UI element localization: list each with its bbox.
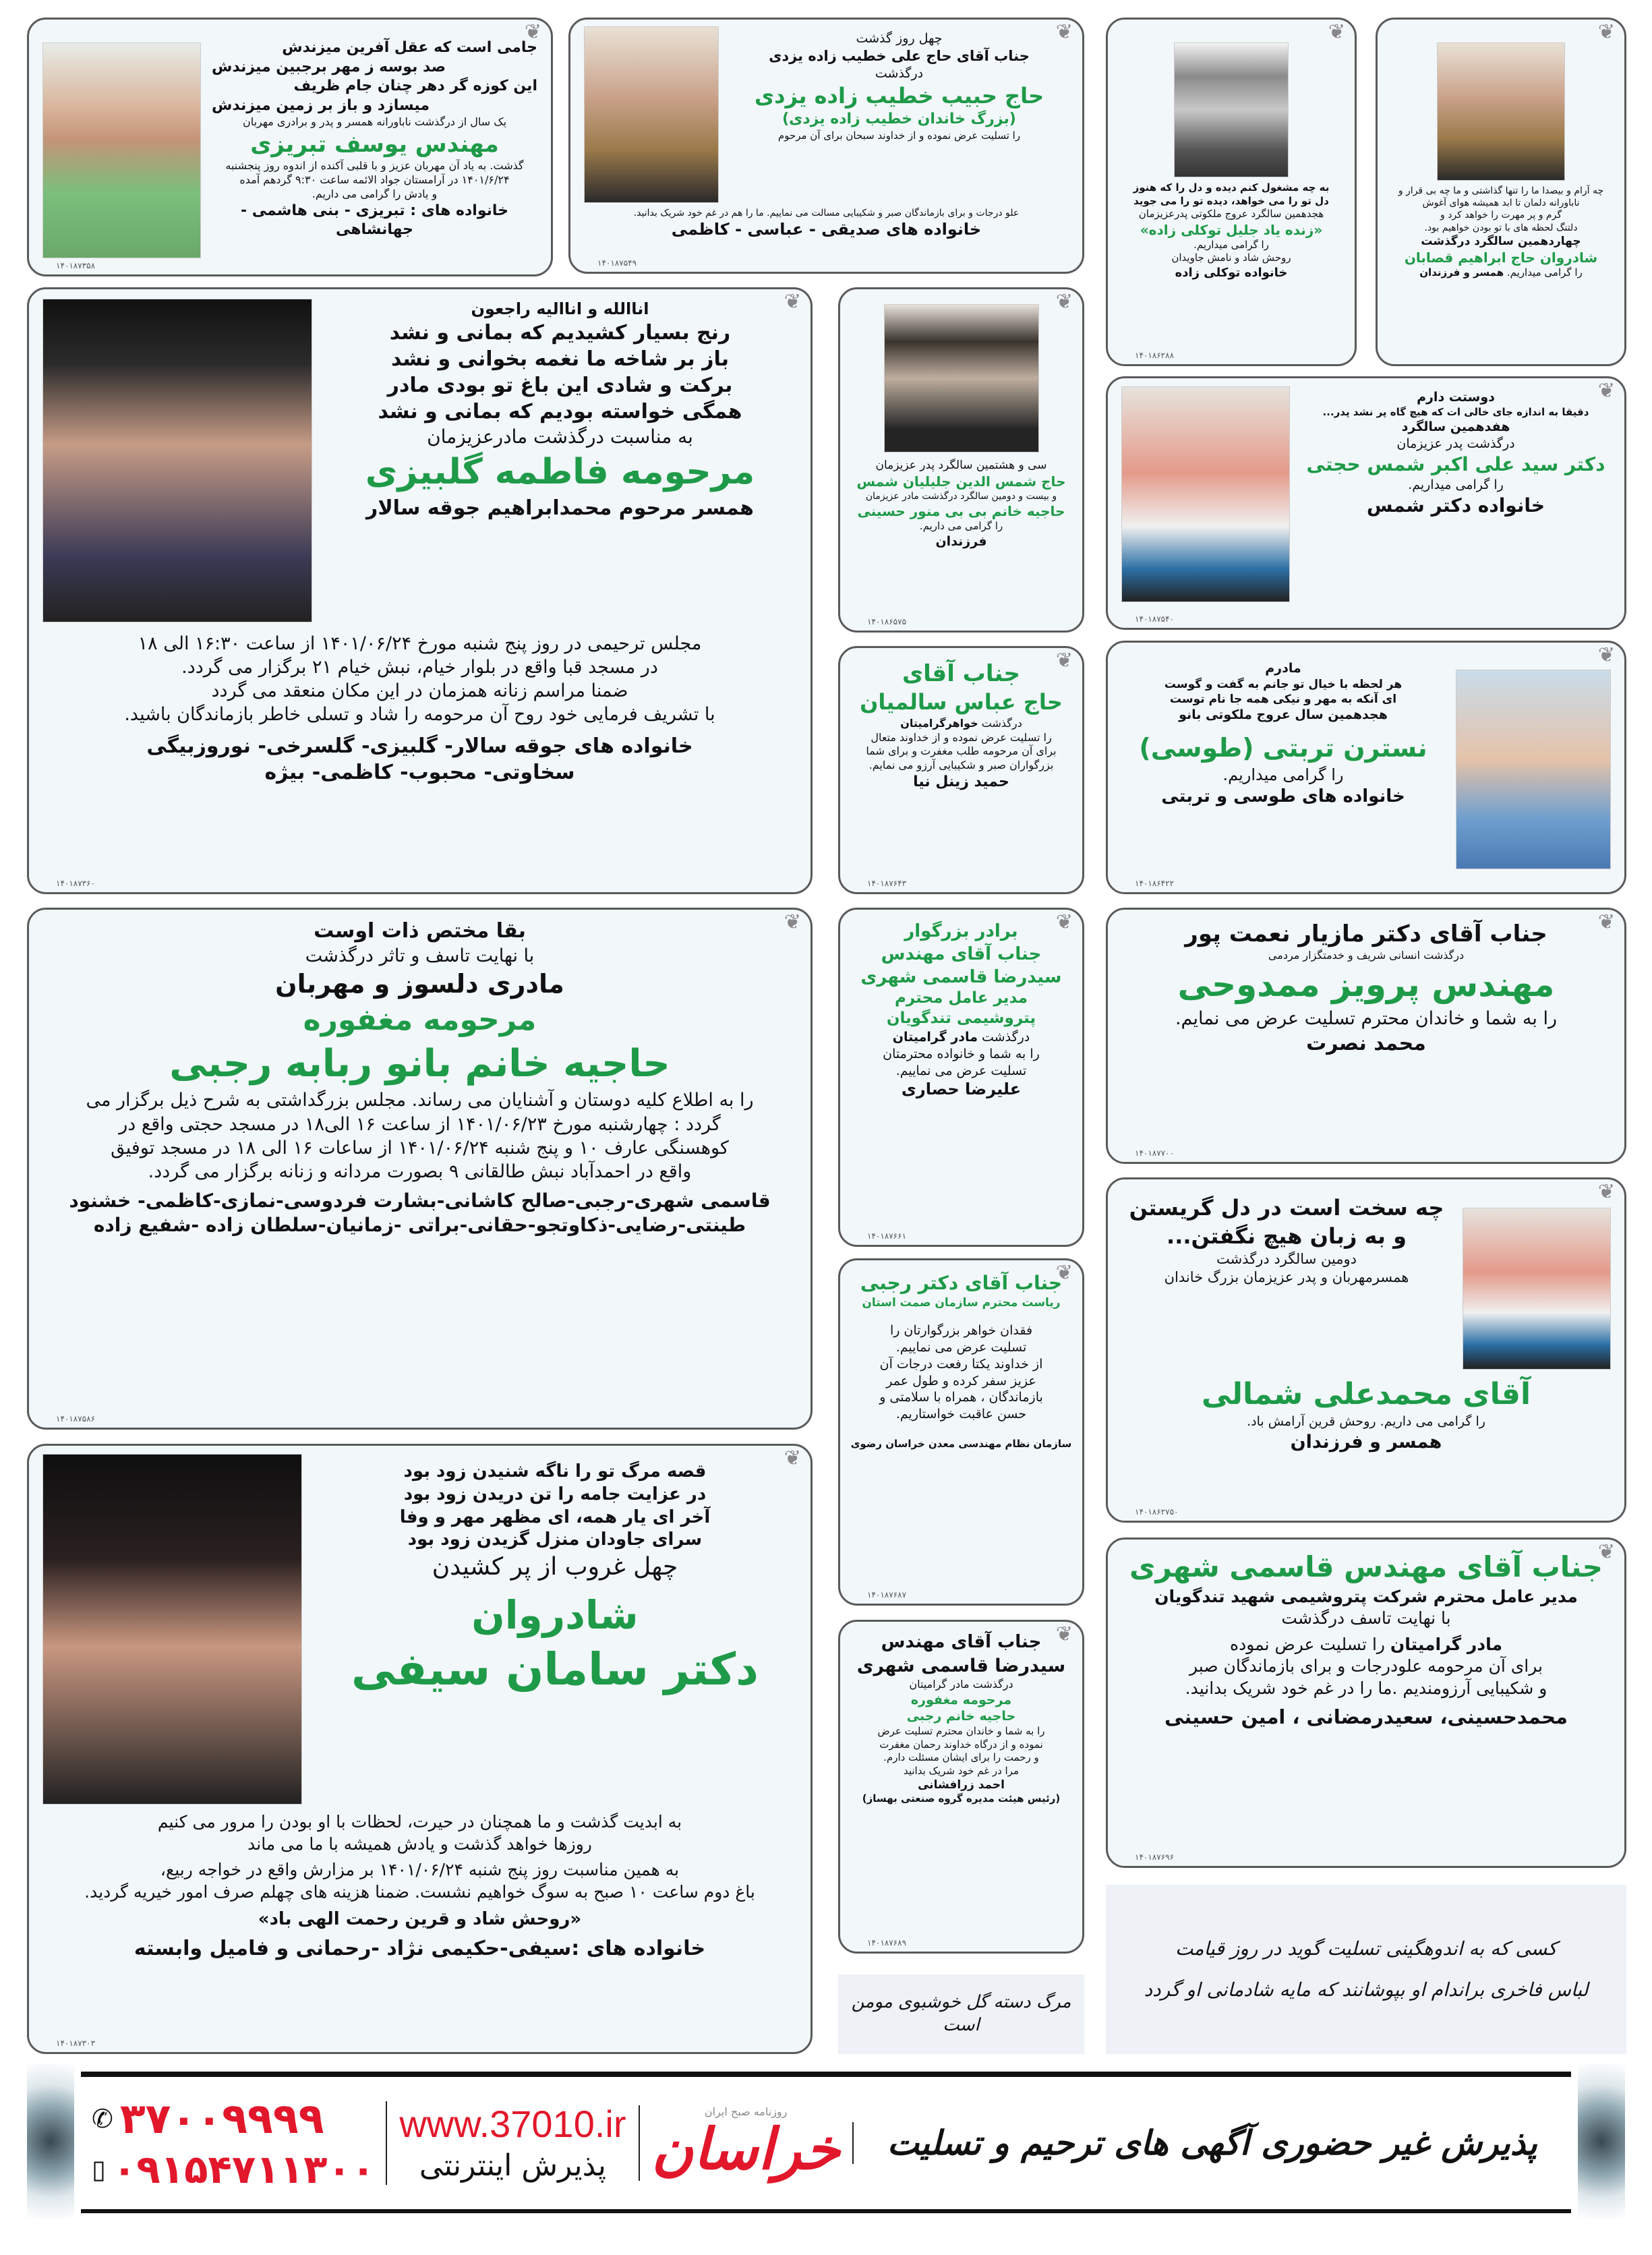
family-names: فرزندان (935, 533, 987, 549)
ornament-icon: ❦ (1055, 1622, 1073, 1646)
addressee: جناب آقای دکتر مازیار نعمت پور (1185, 920, 1547, 947)
body-line: مجلس ترحیمی در روز پنج شنبه مورخ ۱۴۰۱/۰۶/۲۴ از ساعت ۱۶:۳۰ الی ۱۸ (138, 633, 702, 654)
body-line: بازماندگان ، همراه با سلامتی و (879, 1390, 1043, 1405)
deceased-name: حاجیه خانم رجبی (906, 1709, 1016, 1724)
notice-ghasemi-shahri (1106, 1538, 1626, 1868)
text-line (1121, 1634, 1611, 1656)
text-line (1387, 266, 1615, 280)
ad-code: ۱۴۰۱۸۷۶۶۱ (867, 1231, 907, 1241)
ornament-icon: ❦ (784, 910, 801, 934)
quote-box (838, 1974, 1084, 2054)
recipient-title: ریاست محترم سازمان صمت استان (862, 1296, 1061, 1310)
text-line: روحش شاد و نامش جاویدان (1171, 252, 1291, 264)
text-line: را گرامی می داریم. (919, 520, 1003, 533)
notice-ghassaban (1376, 18, 1626, 366)
body-line: حسن عاقبت خواستاریم. (895, 1406, 1027, 1422)
quote-line: لباس فاخری براندام او بپوشانند که مایه شادمانی او گردد (1144, 1978, 1589, 2001)
poem-line: قصه مرگ تو را ناگه شنیدن زود بود (403, 1461, 707, 1482)
notice-shomali (1106, 1177, 1626, 1523)
intro-text: چهل غروب از پر کشیدن (432, 1553, 678, 1581)
body-line: و شکیبایی آرزومندیم .ما را در غم خود شریک بدانید. (1185, 1678, 1547, 1698)
text-line: را گرامی میداریم. (1193, 238, 1269, 251)
website-link[interactable]: www.37010.ir (399, 2102, 626, 2145)
family-names: خانواده های جوقه سالار- گلبیزی- گلسرخی- نوروزبیگی (146, 734, 693, 759)
family-names: خانواده های طوسی و تربتی (1161, 786, 1405, 807)
portrait-photo (42, 42, 201, 258)
recipient-name: حاج عباس سالمیان (860, 689, 1063, 715)
body-line: در مسجد قبا واقع در بلوار خیام، نبش خیام ۲۱ برگزار می گردد. (181, 657, 658, 678)
body-line: مرا در غم خود شریک بدانید (903, 1764, 1019, 1777)
text-line: همسرمهربان و پدر عزیزمان بزرگ خاندان (1164, 1269, 1409, 1286)
text-line: دوستت دارم (1417, 390, 1495, 405)
poem-line: چه آرام و بیصدا ما را تنها گذاشتی و ما چه بی قرار و (1398, 185, 1604, 196)
text-line: تسلیت عرض می نماییم. (895, 1063, 1027, 1078)
text-part: را تسلیت عرض نموده (1229, 1634, 1385, 1654)
poem-line: دل تو را می خواهد، دیده تو را می جوید (1133, 194, 1329, 207)
portrait-photo (884, 304, 1039, 452)
poem-line: دلتنگ لحظه های با تو بودن خواهیم بود. (1424, 222, 1578, 233)
poem-line: جامی است که عقل آفرین میزندش (282, 39, 537, 56)
family-names: خانواده توکلی زاده (1175, 265, 1288, 280)
ornament-icon: ❦ (1597, 20, 1615, 44)
notice-shams-hojati (1106, 376, 1626, 630)
ornament-icon: ❦ (1597, 643, 1615, 667)
relation: مادر گرامیتان (1390, 1634, 1502, 1654)
ad-code: ۱۴۰۱۸۷۵۴۹ (597, 258, 637, 268)
prayer-text: «روحش شاد و قرین رحمت الهی باد» (258, 1909, 582, 1929)
recipient-name: سیدرضا قاسمی شهری (856, 1655, 1066, 1676)
ad-code: ۱۴۰۱۸۶۲۸۸ (1135, 351, 1175, 360)
ornament-icon: ❦ (1597, 379, 1615, 403)
mobile-row (92, 2145, 375, 2194)
ad-code: ۱۴۰۱۸۶۴۲۲ (1135, 879, 1175, 888)
body-line: تسلیت عرض می نماییم. (895, 1340, 1027, 1355)
text-line: را به شما و خاندان محترم تسلیت عرض می نمایم. (1175, 1007, 1558, 1029)
addressee: جناب آقای دکتر رجبی (860, 1272, 1063, 1294)
ornament-icon: ❦ (1055, 20, 1073, 44)
deceased-title: مرحومه مغفوره (910, 1692, 1012, 1707)
recipient-name: سیدرضا قاسمی شهری (860, 966, 1062, 987)
deceased-title: شادروان (471, 1591, 639, 1638)
addressee: جناب آقای حاج علی خطیب زاده یزدی (769, 47, 1030, 64)
body-line: به همین مناسبت روز پنج شنبه ۱۴۰۱/۰۶/۲۴ بر مزارش واقع در خواجه ربیع، (160, 1860, 680, 1879)
online-submission-label: پذیرش اینترنتی (419, 2148, 606, 2183)
text-part: درگذشت (982, 1030, 1030, 1045)
notice-torbati (1106, 641, 1626, 894)
deceased-name: حاج حبیب خطیب زاده یزدی (754, 82, 1044, 109)
signer: احمد زرافشانی (917, 1778, 1005, 1792)
intro-text: یک سال از درگذشت ناباورانه همسر و پدر و برادری مهربان (242, 115, 507, 129)
poem-line: باز بر شاخه ما نغمه بخوانی و نشد (390, 347, 730, 372)
phone-icon: ✆ (92, 2103, 113, 2134)
ad-code: ۱۴۰۱۸۷۳۶۰ (56, 879, 96, 888)
ad-code: ۱۴۰۱۸۷۷۰۰ (1135, 1148, 1175, 1158)
ad-code: ۱۴۰۱۸۷۳۰۳ (56, 2039, 96, 2048)
deceased-name: مهندس یوسف تبریزی (250, 131, 499, 158)
body-line: واقع در احمدآباد نبش طالقانی ۹ بصورت مردانه و زنانه برگزار می گردد. (148, 1161, 692, 1182)
body-line: و یادش را گرامی می داریم. (312, 187, 438, 200)
body-line: به ابدیت گذشت و ما همچنان در حیرت، لحظات با او بودن را مرور می کنیم (157, 1812, 682, 1832)
body-line: روزها خواهد گذشت و یادش همیشه با ما می ماند (247, 1834, 592, 1854)
ornament-icon: ❦ (1597, 910, 1615, 934)
text-line (848, 717, 1074, 731)
recipient-title: مدیر عامل محترم شرکت پتروشیمی شهید تندگویان (1154, 1586, 1578, 1606)
family-names: طینتی-رضایی-ذکاوتجو-حقانی-براتی -زمانیان-سلطان زاده -شفیع زاده (93, 1214, 746, 1237)
ad-code: ۱۴۰۱۸۶۵۷۵ (867, 617, 907, 626)
ad-code: ۱۴۰۱۸۷۶۴۳ (867, 879, 907, 888)
text-line: را به شما و خانواده محترمتان (883, 1046, 1040, 1061)
ornament-icon: ❦ (1055, 649, 1073, 672)
ad-code: ۱۴۰۱۸۷۵۴۰ (1135, 614, 1175, 624)
mobile-phone-icon: ▯ (92, 2154, 106, 2184)
family-names: خانواده های : تبریزی - بنی هاشمی - جهانشاهی (240, 202, 509, 239)
notice-golbizi (27, 287, 813, 894)
body-line: را به اطلاع کلیه دوستان و آشنایان می رساند. مجلس بزرگداشتی به شرح ذیل برگزار می (86, 1090, 754, 1111)
notice-salemian (838, 646, 1084, 894)
poem-line: ای آنکه به مهر و نیکی همه جا نام توست (1169, 692, 1397, 706)
text-line: با نهایت تاسف و تاثر درگذشت (305, 945, 535, 966)
subtitle: (بزرگ خاندان خطیب زاده یزدی) (782, 111, 1016, 128)
intro-text: چهاردهمین سالگرد درگذشت (1421, 234, 1581, 248)
body-line: ۱۴۰۱/۶/۲۴ در آرامستان جواد الائمه ساعت ۹:۳۰ گردهم آمده (239, 173, 510, 187)
family-names: خانواده های :سیفی-حکیمی نژاد -رحمانی و فامیل وابسته (134, 1936, 706, 1960)
ornament-icon: ❦ (1597, 1540, 1615, 1564)
flower-decoration-icon (27, 2063, 74, 2219)
portrait-photo (584, 26, 719, 203)
text-part: درگذشت (981, 716, 1022, 730)
body-line: گردد : چهارشنبه مورخ ۱۴۰۱/۰۶/۲۳ از ساعت ۱۶ الی۱۸ در مسجد حجتی واقع در (119, 1113, 721, 1135)
body-line: ضمنا مراسم زنانه همزمان در این مکان منعقد می گردد (211, 680, 628, 702)
notice-jalilian (838, 287, 1084, 633)
banner-headline: پذیرش غیر حضوری آگهی های ترحیم و تسلیت (887, 2122, 1537, 2163)
poem-line: در عزایت جامه را تن دریدن زود بود (403, 1484, 707, 1504)
text-line: دومین سالگرد درگذشت (1216, 1251, 1357, 1268)
text-line: دقیقا به اندازه جای خالی ات که هیچ گاه پر نشد پدر... (1322, 405, 1589, 418)
deceased-name: «زنده یاد جلیل توکلی زاده» (1140, 221, 1323, 238)
ornament-icon: ❦ (524, 20, 541, 44)
signer: سازمان نظام مهندسی معدن خراسان رضوی (850, 1437, 1072, 1450)
body-line: فقدان خواهر بزرگوارتان را (889, 1323, 1033, 1339)
ornament-icon: ❦ (1055, 1261, 1073, 1285)
spouse-text: همسر مرحوم محمدابراهیم جوقه سالار (366, 496, 754, 521)
family-names: خانواده های صدیقی - عباسی - کاظمی (671, 220, 982, 239)
poem-line: گرم و پر مهرت را خواهد کرد و (1440, 210, 1562, 221)
deceased-name: نسترن تربتی (طوسی) (1139, 732, 1427, 763)
text-line (848, 1029, 1074, 1046)
notice-tabrizi (27, 18, 553, 276)
portrait-photo (1437, 42, 1565, 181)
notice-mamdouhi (1106, 908, 1626, 1164)
header-text: چهل روز گذشت (856, 31, 943, 46)
body-line: با تشریف فرمایی خود روح آن مرحومه را شاد و تسلی خاطر بازماندگان باشید. (124, 704, 715, 726)
deceased-name: دکتر سامان سیفی (351, 1643, 759, 1696)
portrait-photo (42, 1454, 302, 1805)
body-line: بزرگواران صبر و شکیبایی آرزو می نمایم. (868, 759, 1054, 772)
phone-row (92, 2092, 375, 2145)
quote-line: کسی که به اندوهگینی تسلیت گوید در روز قیامت (1175, 1937, 1557, 1960)
ornament-icon: ❦ (1055, 290, 1073, 314)
family-names: قاسمی شهری-رجبی-صالح کاشانی-بشارت فردوسی-نمازی-کاظمی- خشنود (69, 1189, 771, 1212)
deceased-name: شادروان حاج ابراهیم قصابان (1404, 249, 1598, 266)
body-line: و رحمت را برای ایشان مسئلت دارم. (883, 1751, 1039, 1764)
text-line: را گرامی میداریم. (1222, 765, 1344, 784)
body-line: باغ دوم ساعت ۱۰ صبح به سوگ خواهیم نشست. ضمنا هزینه های چهلم صرف امور خیریه گردید. (84, 1881, 755, 1902)
phone-number[interactable]: ۳۷۰۰۹۹۹۹ (119, 2094, 324, 2143)
notice-dr-rajabi (838, 1258, 1084, 1606)
ornament-icon: ❦ (784, 290, 801, 314)
poem-line: هر لحظه با خیال تو جانم به گفت و گوست (1164, 677, 1403, 691)
text-line: مادرم (1265, 661, 1301, 676)
portrait-photo (1463, 1208, 1611, 1370)
notice-rajabi (27, 908, 813, 1430)
deceased-name: حاجیه خانم بی بی منور حسینی (857, 503, 1065, 520)
header-text: اناالله و اناالیه راجعون (471, 299, 649, 318)
ad-code: ۱۴۰۱۸۷۶۸۹ (867, 1938, 907, 1947)
body-line: برای آن مرحومه طلب مغفرت و برای شما (866, 744, 1057, 758)
intro-text: هجدهمین سالگرد عروج ملکوتی پدرعزیزمان (1138, 208, 1324, 220)
ad-code: ۱۴۰۱۸۷۵۸۶ (56, 1414, 96, 1424)
poem-line: همگی خواسته بودیم که بمانی و نشد (378, 400, 742, 424)
ornament-icon: ❦ (1055, 910, 1073, 934)
portrait-photo (1174, 42, 1289, 177)
ornament-icon: ❦ (784, 1446, 801, 1470)
notice-seifi (27, 1444, 813, 2054)
ornament-icon: ❦ (1328, 20, 1345, 44)
body-line: عزیز سفر کرده و طول عمر (886, 1373, 1036, 1388)
khorasan-ad-banner (81, 2072, 1571, 2213)
portrait-photo (42, 299, 312, 622)
ad-code: ۱۴۰۱۸۶۲۷۵۰ (1135, 1507, 1179, 1517)
body-line: نموده و از درگاه خداوند رحمان مغفرت (879, 1738, 1043, 1751)
ad-code: ۱۴۰۱۸۷۳۵۸ (56, 261, 96, 270)
deceased-name: دکتر سید علی اکبر شمس حجتی (1306, 452, 1605, 475)
text-line: را گرامی میداریم. (1506, 266, 1583, 279)
poem-line: برکت و شادی این باغ تو بودی مادر (387, 374, 733, 398)
notice-tavakoli-zadeh (1106, 18, 1357, 366)
deceased-name: حاجیه خانم بانو ربابه رجبی (169, 1041, 670, 1086)
body-line: را تسلیت عرض نموده و از خداوند سبحان برای آن مرحوم (777, 129, 1021, 142)
logo-subtitle: روزنامه صبح ایران (704, 2105, 788, 2119)
signers: محمدحسینی، سعیدرمضانی ، امین حسینی (1164, 1705, 1568, 1729)
family-names: همسر و فرزندان (1290, 1431, 1442, 1453)
logo-text: خراسان (651, 2115, 840, 2183)
text-line: برادر بزرگوار (904, 921, 1018, 941)
body-line: از خداوند یکتا رفعت درجات آن (879, 1356, 1043, 1372)
poem-line: صد بوسه ز مهر برجبین میزندش (212, 58, 446, 76)
signer: محمد نصرت (1306, 1032, 1426, 1056)
signer: حمید زینل نیا (913, 773, 1009, 790)
logo (639, 2105, 852, 2183)
text-line: درگذشت پدر عزیزمان (1396, 436, 1515, 451)
family-names: سخاوتی- محبوب- کاظمی- بیژه (264, 761, 575, 785)
portrait-photo (1121, 386, 1290, 602)
text-line: مدیر عامل محترم (895, 989, 1028, 1007)
poem-line: آخر ای یار همه، ای مظهر مهر و وفا (399, 1506, 711, 1527)
relation: مادر گرامیتان (892, 1030, 978, 1045)
text-line: با نهایت تاسف درگذشت (1281, 1608, 1451, 1629)
text-line: سی و هشتمین سالگرد پدر عزیزمان (875, 459, 1047, 472)
poem-line: میسازد و باز بر زمین میزندش (212, 96, 430, 114)
signer: علیرضا حصاری (901, 1080, 1022, 1099)
text-line: هجدهمین سال عروج ملکوتی بانو (1179, 707, 1388, 722)
text-line: درگذشت مادر گرامیتان (909, 1677, 1013, 1691)
deceased-name: مرحومه فاطمه گلبیزی (365, 451, 755, 492)
text-line: درگذشت انسانی شریف و خدمتگزار مردمی (1268, 949, 1465, 962)
deceased-title: مرحومه مغفوره (303, 1003, 537, 1038)
mobile-number[interactable]: ۰۹۱۵۴۷۱۱۳۰۰ (112, 2146, 376, 2192)
notice-zarafshani (838, 1620, 1084, 1954)
ornament-icon: ❦ (1597, 1180, 1615, 1204)
text-line: و بیست و دومین سالگرد درگذشت مادر عزیزمان (865, 491, 1057, 502)
poem-line: چه سخت است در دل گریستن (1129, 1195, 1444, 1221)
poem-line: سرای جاودان منزل گزیدن زود بود (407, 1529, 703, 1550)
text-line: هفدهمین سالگرد (1401, 419, 1510, 435)
body-line: را تسلیت عرض نموده و از خداوند متعال (871, 730, 1052, 744)
quote-box (1106, 1885, 1626, 2054)
relation: خواهرگرامیتان (900, 716, 978, 730)
text-line: پتروشیمی تندگویان (886, 1009, 1036, 1028)
poem-line: و به زبان هیچ نگفتن... (1167, 1223, 1407, 1249)
addressee: جناب آقای مهندس (881, 1632, 1042, 1652)
family-names: همسر و فرزندان (1419, 266, 1504, 279)
poem-line: به چه مشغول کنم دیده و دل را که هنوز (1133, 181, 1330, 194)
text-line: مادری دلسوز و مهربان (275, 969, 564, 999)
intro-text: به مناسبت درگذشت مادرعزیزمان (427, 426, 693, 448)
addressee: جناب آقای مهندس قاسمی شهری (1129, 1550, 1603, 1583)
text-line: را گرامی می داریم. روحش قرین آرامش باد. (1247, 1414, 1485, 1430)
body-line: برای آن مرحومه علودرجات و برای بازماندگان صبر (1189, 1656, 1543, 1676)
portrait-photo (1456, 670, 1611, 869)
family-names: خانواده دکتر شمس (1366, 494, 1545, 517)
addressee: جناب آقای (902, 660, 1020, 687)
poem-line: رنج بسیار کشیدیم که بمانی و نشد (389, 321, 731, 345)
body-line: را به شما و خاندان محترم تسلیت عرض (877, 1725, 1045, 1738)
ad-code: ۱۴۰۱۸۷۶۸۷ (867, 1590, 907, 1600)
quote-text: مرگ دسته گل خوشبوی مومن است (851, 1992, 1071, 2035)
notice-hesari (838, 908, 1084, 1247)
addressee: جناب آقای مهندس (881, 943, 1042, 964)
signer-title: (رئیس هیئت مدیره گروه صنعتی بهساز) (862, 1792, 1061, 1805)
flower-decoration-icon (1578, 2063, 1625, 2219)
body-line: گذشت. به یاد آن مهربان عزیز و با قلبی آکنده از اندوه روز پنجشنبه (225, 159, 524, 173)
body-line: کوهسنگی عارف ۱۰ و پنج شنبه ۱۴۰۱/۰۶/۲۴ از ساعات ۱۶ الی ۱۸ در مسجد توفیق (111, 1137, 729, 1159)
deceased-name: آقای محمدعلی شمالی (1201, 1377, 1531, 1411)
poem-line: این کوزه گر دهر چنان جام ظریف (293, 78, 537, 95)
ad-code: ۱۴۰۱۸۷۶۹۶ (1135, 1852, 1175, 1862)
poem-line: ناباورانه دلمان تا ابد همیشه هوای آغوش (1422, 198, 1580, 209)
notice-khatib-zadeh (568, 18, 1084, 274)
text-line: را گرامی میداریم. (1408, 477, 1504, 492)
text-line: درگذشت (875, 65, 924, 81)
body-line: علو درجات و برای بازماندگان صبر و شکیبایی مسالت می نماییم. ما را هم در غم خود شریک بدانید. (633, 208, 1020, 218)
header-text: بقا مختص ذات اوست (314, 919, 526, 943)
deceased-name: حاج شمس الدین جلیلیان شمس (856, 473, 1066, 490)
deceased-name: مهندس پرویز ممدوحی (1177, 964, 1555, 1004)
